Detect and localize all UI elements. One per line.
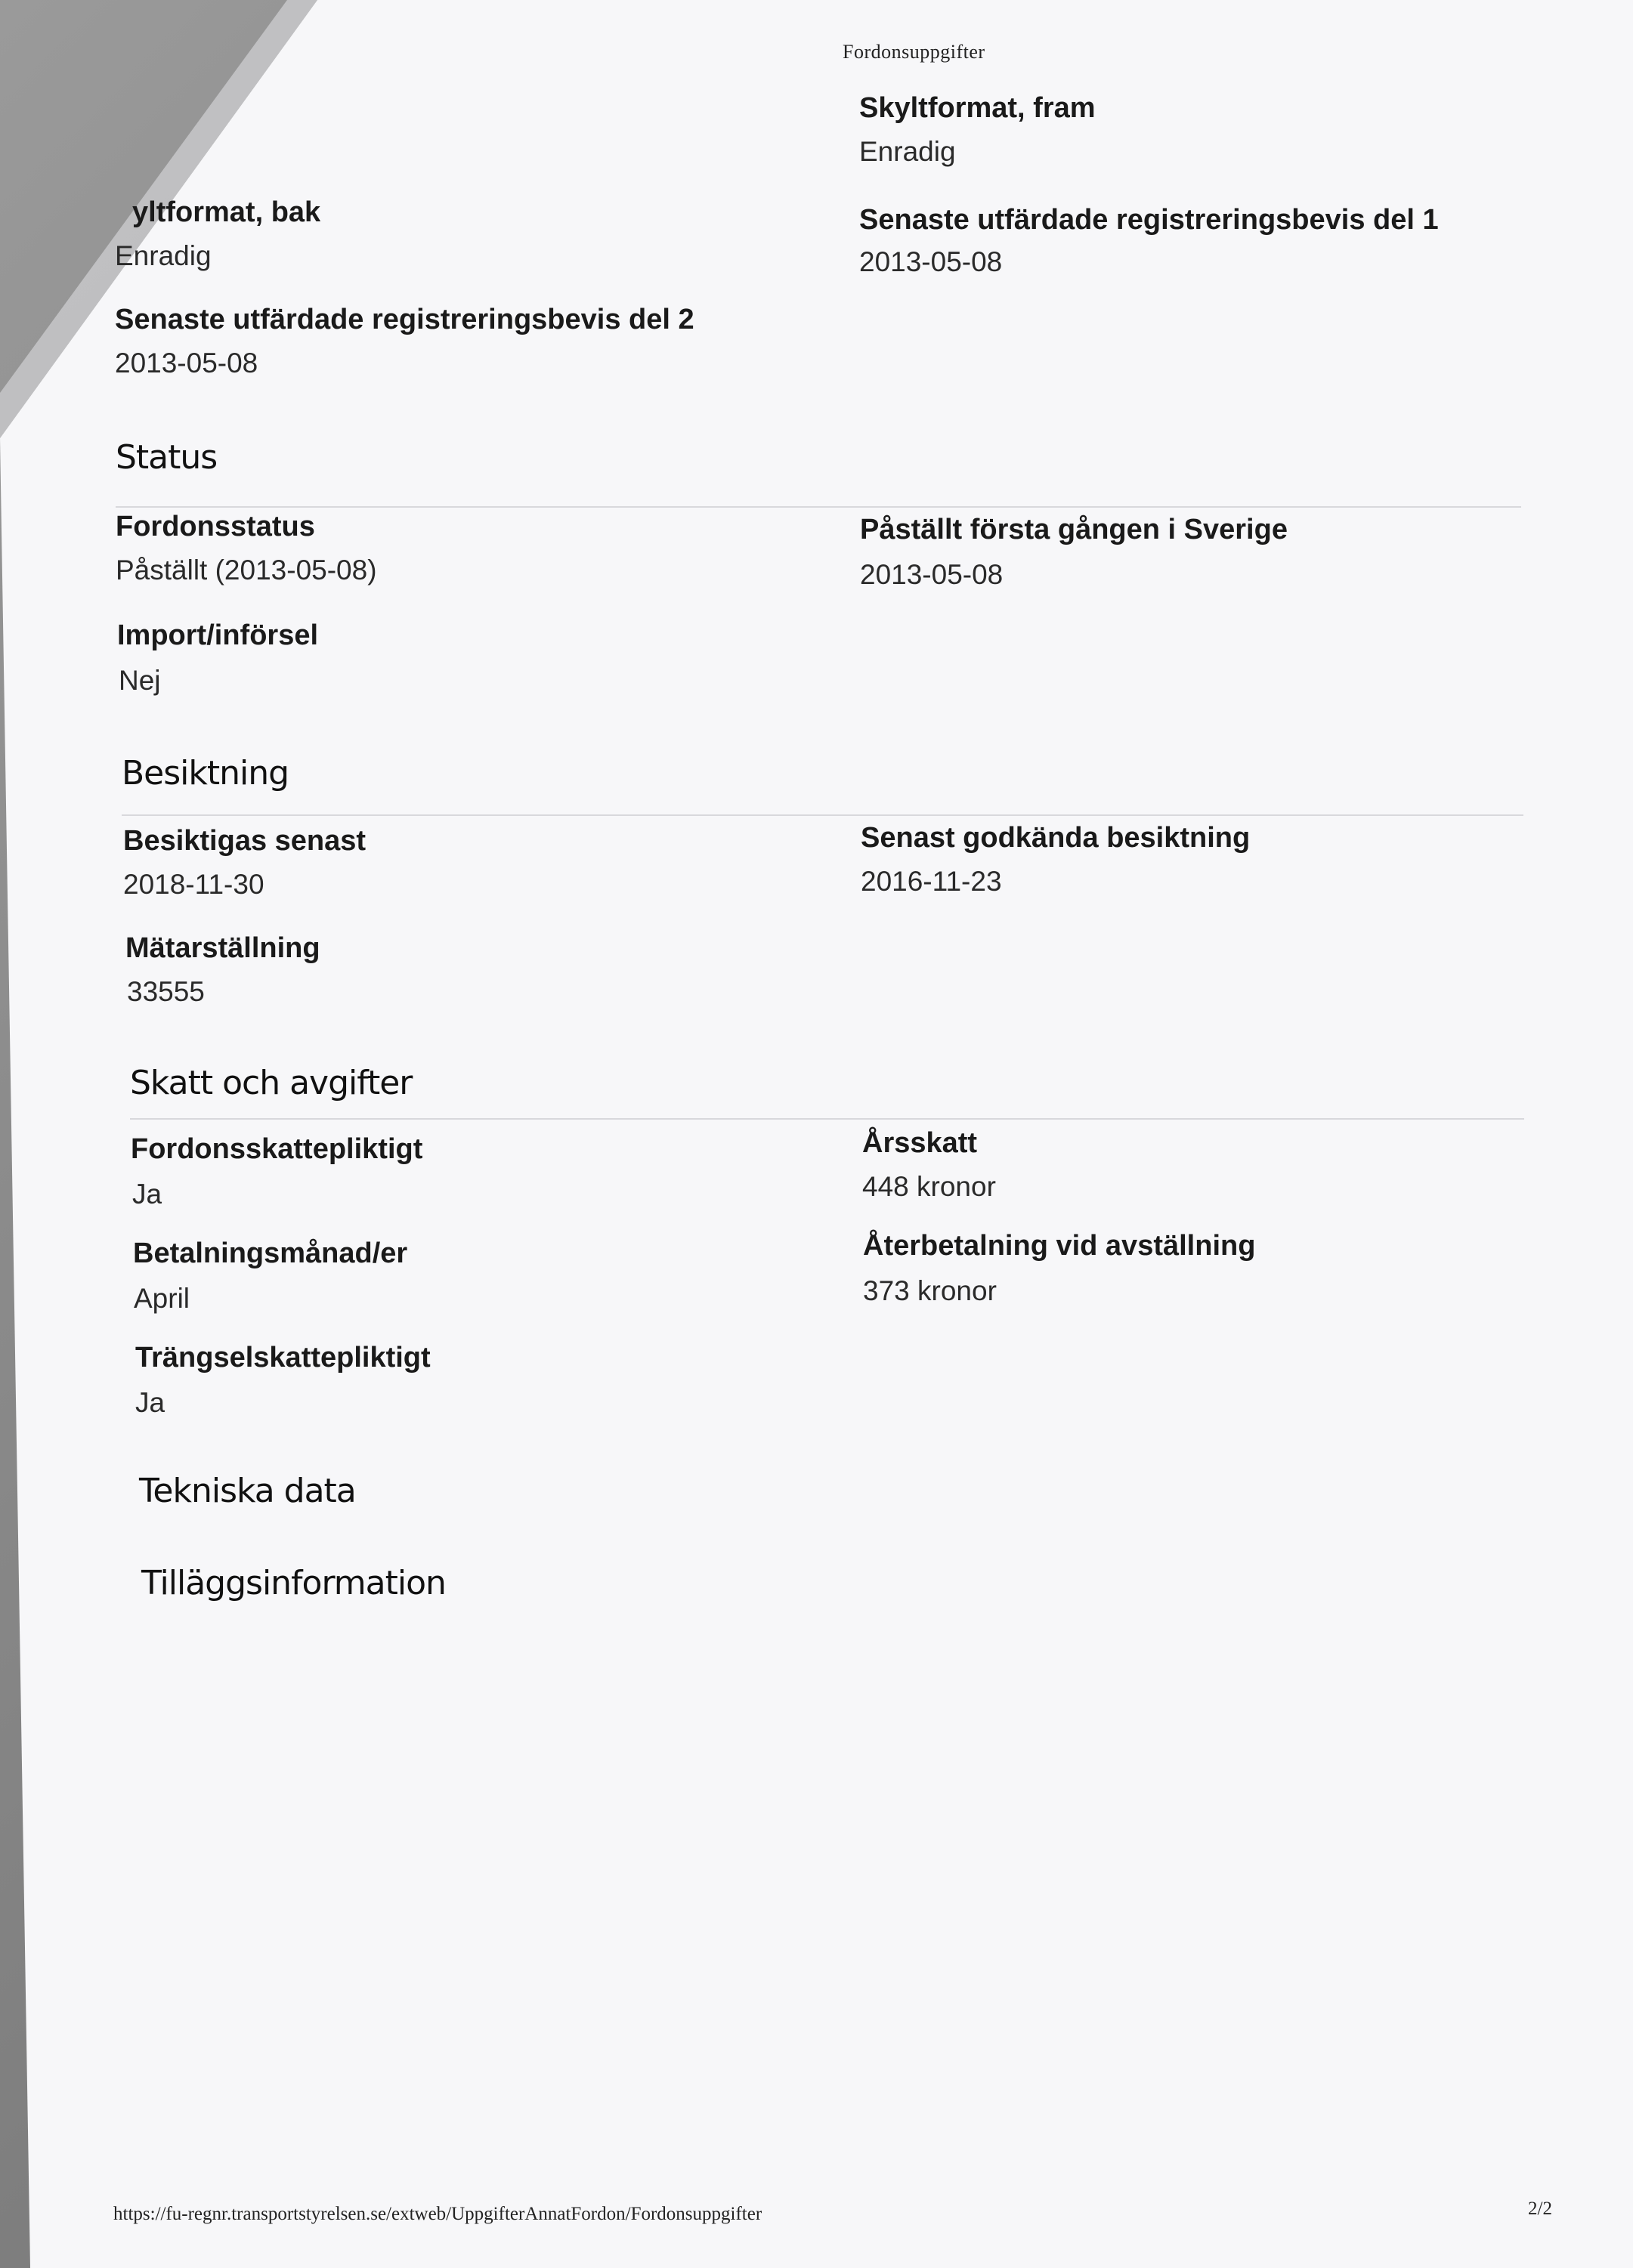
fordonsskattepliktigt-value: Ja: [132, 1179, 162, 1210]
arsskatt-value: 448 kronor: [862, 1171, 996, 1202]
reg-del2-label: Senaste utfärdade registreringsbevis del 2: [115, 304, 694, 335]
trangselskatt-value: Ja: [135, 1387, 165, 1418]
section-title-tillaggsinformation: Tilläggsinformation: [141, 1564, 446, 1602]
matarstallning-value: 33555: [127, 976, 205, 1007]
senast-godkanda-label: Senast godkända besiktning: [861, 822, 1251, 854]
print-header-title: Fordonsuppgifter: [843, 41, 985, 63]
reg-del1-value: 2013-05-08: [859, 246, 1003, 277]
arsskatt-label: Årsskatt: [862, 1127, 978, 1159]
besiktigas-senast-label: Besiktigas senast: [123, 825, 366, 857]
skyltformat-bak-value: Enradig: [115, 240, 212, 271]
fordonsskattepliktigt-label: Fordonsskattepliktigt: [131, 1133, 423, 1165]
betalningsmanad-value: April: [134, 1283, 190, 1314]
import-label: Import/införsel: [117, 620, 319, 651]
skyltformat-fram-value: Enradig: [859, 136, 956, 167]
section-divider-status: [116, 506, 1521, 508]
trangselskatt-label: Trängselskattepliktigt: [135, 1342, 431, 1373]
section-title-status: Status: [116, 438, 218, 477]
senast-godkanda-value: 2016-11-23: [861, 866, 1002, 897]
section-title-tekniska-data: Tekniska data: [139, 1472, 356, 1510]
pastallt-forsta-value: 2013-05-08: [860, 559, 1004, 590]
import-value: Nej: [119, 665, 161, 696]
besiktigas-senast-value: 2018-11-30: [123, 869, 264, 900]
skyltformat-fram-label: Skyltformat, fram: [859, 92, 1096, 124]
betalningsmanad-label: Betalningsmånad/er: [133, 1238, 408, 1269]
reg-del1-label: Senaste utfärdade registreringsbevis del 1: [859, 204, 1439, 236]
section-divider-skatt: [130, 1118, 1524, 1120]
reg-del2-value: 2013-05-08: [115, 348, 258, 379]
aterbetalning-value: 373 kronor: [863, 1275, 997, 1306]
matarstallning-label: Mätarställning: [125, 932, 320, 964]
footer-url: https://fu-regnr.transportstyrelsen.se/extweb/UppgifterAnnatFordon/Fordonsuppgifter: [113, 2204, 762, 2224]
pastallt-forsta-label: Påställt första gången i Sverige: [860, 514, 1288, 545]
footer-page-number: 2/2: [1528, 2198, 1552, 2219]
section-title-skatt: Skatt och avgifter: [130, 1064, 413, 1102]
fordonsstatus-label: Fordonsstatus: [116, 511, 315, 542]
section-title-besiktning: Besiktning: [122, 754, 289, 793]
aterbetalning-label: Återbetalning vid avställning: [863, 1230, 1256, 1262]
section-divider-besiktning: [122, 814, 1523, 816]
skyltformat-bak-label: yltformat, bak: [132, 196, 321, 228]
fordonsstatus-value: Påställt (2013-05-08): [116, 555, 377, 586]
